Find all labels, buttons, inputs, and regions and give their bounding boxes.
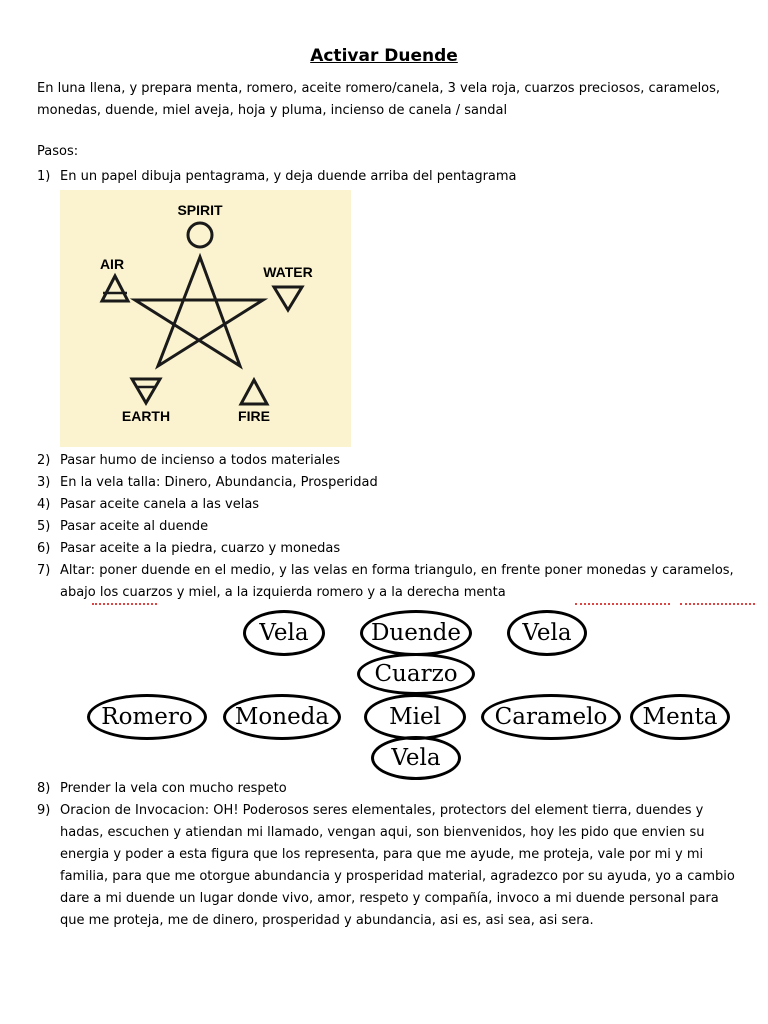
step-text: Altar: poner duende en el medio, y las velas en forma triangulo, en frente poner monedas y caramelos, abajo los cuarzos y miel, a la izquierda romero y a la derecha menta [60, 563, 734, 600]
step-number: 3) [37, 475, 51, 490]
oval-vela-left: Vela [243, 610, 325, 656]
fire-triangle-icon [241, 380, 267, 404]
step-text: Pasar aceite a la piedra, cuarzo y monedas [60, 541, 341, 556]
step-text: En un papel dibuja pentagrama, y deja duende arriba del pentagrama [60, 169, 517, 184]
pentagram-figure [60, 190, 351, 447]
spirit-circle-icon [188, 223, 212, 247]
altar-diagram [0, 600, 768, 780]
step-3 [37, 472, 737, 494]
label-water: WATER [263, 264, 313, 280]
page-title: Activar Duende [310, 46, 458, 66]
step-text: Oracion de Invocacion: OH! Poderosos seres elementales, protectors del element tierra, duendes y hadas, escuchen y atiendan mi llamado, vengan aqui, son bienvenidos, hoy les pido que envien su energia y poder a esta figura que los representa, para que me ayude, me proteja, vale por mi y mi familia, para que me otorgue abundancia y prosperidad material, agradezco por su ayuda, yo a cambio dare a mi duende un lugar donde vivo, amor, respeto y compañía, invoco a mi duende personal para que me proteja, me de dinero, prosperidad y abundancia, asi es, asi sea, asi sera. [60, 803, 735, 928]
oval-vela-right: Vela [507, 610, 587, 656]
step-number: 6) [37, 541, 51, 556]
step-7 [37, 560, 737, 604]
oval-moneda: Moneda [223, 694, 341, 740]
step-1 [37, 166, 737, 188]
air-triangle-icon [102, 276, 128, 301]
step-2 [37, 450, 737, 472]
step-text: Pasar aceite al duende [60, 519, 209, 534]
step-number: 9) [37, 803, 51, 818]
oval-duende: Duende [360, 610, 472, 656]
step-text: Pasar aceite canela a las velas [60, 497, 260, 512]
step-number: 8) [37, 781, 51, 796]
steps-heading: Pasos: [37, 144, 79, 159]
earth-triangle-icon [132, 379, 160, 403]
oval-miel: Miel [364, 694, 466, 740]
oval-cuarzo: Cuarzo [357, 653, 475, 695]
step-8 [37, 778, 737, 800]
step-5 [37, 516, 737, 538]
step-6 [37, 538, 737, 560]
step-text: Pasar humo de incienso a todos materiales [60, 453, 341, 468]
oval-vela-bottom: Vela [371, 736, 461, 780]
step-text: Prender la vela con mucho respeto [60, 781, 287, 796]
label-earth: EARTH [121, 408, 171, 424]
step-number: 5) [37, 519, 51, 534]
oval-caramelo: Caramelo [481, 694, 621, 740]
pentagram-star-icon [135, 257, 263, 366]
label-fire: FIRE [238, 408, 270, 424]
water-triangle-icon [274, 287, 302, 310]
step-text: En la vela talla: Dinero, Abundancia, Prosperidad [60, 475, 378, 490]
step-9 [37, 800, 737, 932]
step-4 [37, 494, 737, 516]
intro-paragraph: En luna llena, y prepara menta, romero, aceite romero/canela, 3 vela roja, cuarzos preciosos, caramelos, monedas, duende, miel aveja, hoja y pluma, incienso de canela / sandal [37, 81, 721, 118]
step-number: 4) [37, 497, 51, 512]
label-spirit: SPIRIT [177, 202, 223, 218]
oval-romero: Romero [87, 694, 207, 740]
label-air: AIR [99, 256, 125, 272]
step-number: 7) [37, 563, 51, 578]
step-number: 2) [37, 453, 51, 468]
oval-menta: Menta [630, 694, 730, 740]
step-number: 1) [37, 169, 51, 184]
